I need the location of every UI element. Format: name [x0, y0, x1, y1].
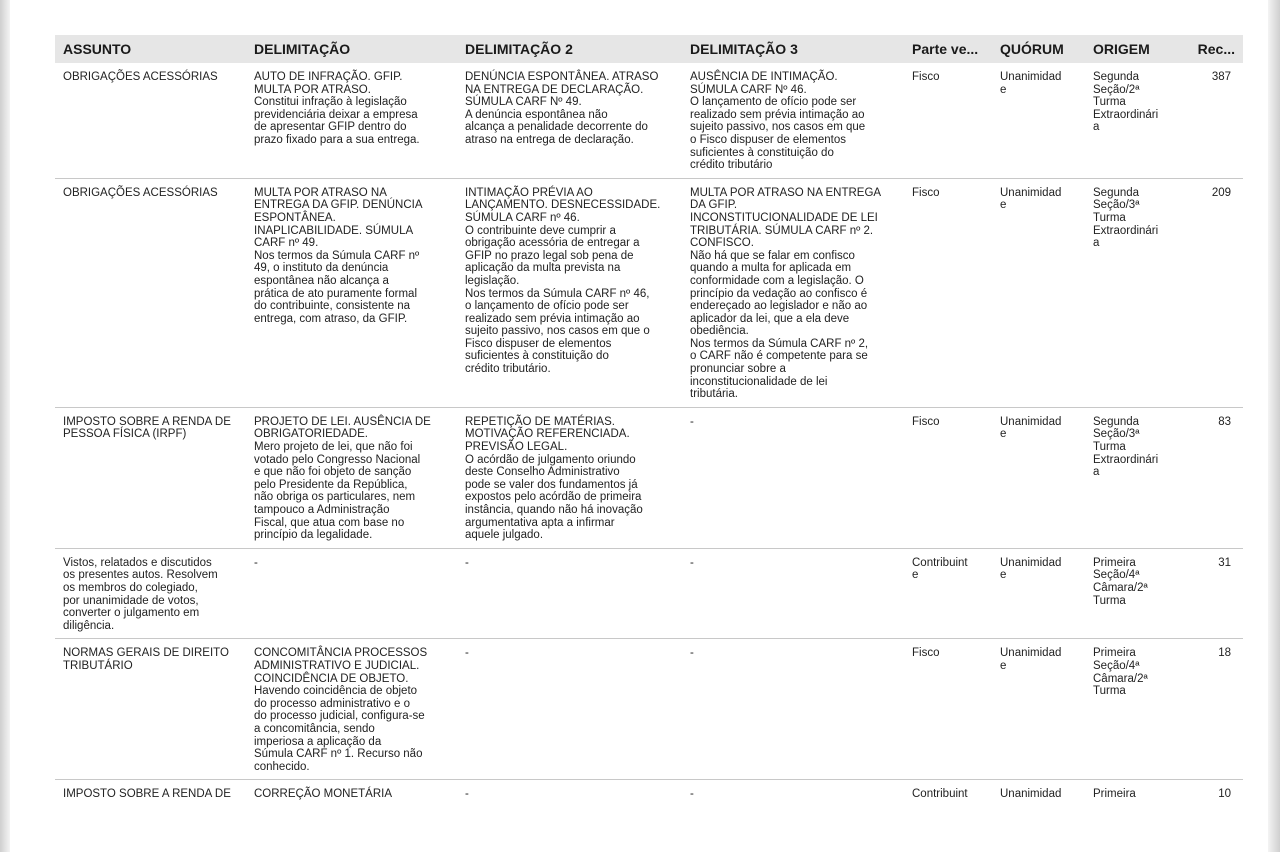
cell-origem: Segunda Seção/3ª Turma Extraordinári a [1085, 407, 1180, 548]
cell-delimitacao: MULTA POR ATRASO NA ENTREGA DA GFIP. DENÚNCIA ESPONTÂNEA. INAPLICABILIDADE. SÚMULA CARF nº 49. Nos termos da Súmula CARF nº 49, o instituto da denúncia espontânea não alcança a prática de ato puramente formal do contribuinte, consistente na entrega, com atraso, da GFIP. [246, 178, 457, 407]
table-row [55, 407, 1243, 548]
cell-delimitacao: CONCOMITÂNCIA PROCESSOS ADMINISTRATIVO E JUDICIAL. COINCIDÊNCIA DE OBJETO. Havendo coincidência de objeto do processo administrativo e o do processo judicial, configura-se a concomitância, sendo imperiosa a aplicação da Súmula CARF nº 1. Recurso não conhecido. [246, 639, 457, 780]
cell-delimitacao-3: - [690, 788, 694, 801]
cell-origem: Primeira Seção/4ª Câmara/2ª Turma [1085, 548, 1180, 639]
cell-recorrencia: 31 [1180, 548, 1243, 639]
table-row [55, 780, 1243, 807]
cell-assunto: IMPOSTO SOBRE A RENDA DE [63, 788, 231, 801]
table-row [55, 548, 1243, 639]
cell-delimitacao-3: - [682, 407, 904, 548]
table-header [55, 35, 1243, 63]
cell-recorrencia: 18 [1180, 639, 1243, 780]
header-recorrencia[interactable]: Rec... [1180, 35, 1243, 63]
cell-origem: Segunda Seção/3ª Turma Extraordinári a [1085, 178, 1180, 407]
cell-delimitacao-2: - [465, 788, 469, 801]
cell-parte: Contribuint [912, 788, 968, 801]
page-edge-right [1268, 0, 1280, 852]
cell-parte: Fisco [904, 639, 992, 780]
cell-delimitacao: PROJETO DE LEI. AUSÊNCIA DE OBRIGATORIEDADE. Mero projeto de lei, que não foi votado pelo Congresso Nacional e que não foi objeto de sanção pelo Presidente da República, não obriga os particulares, nem tampouco a Administração Fiscal, que atua com base no princípio da legalidade. [246, 407, 457, 548]
cell-quorum: Unanimidad e [992, 639, 1085, 780]
cell-delimitacao: AUTO DE INFRAÇÃO. GFIP. MULTA POR ATRASO. Constitui infração à legislação previdenciária deixar a empresa de apresentar GFIP dentro do prazo fixado para a sua entrega. [246, 63, 457, 178]
header-delimitacao[interactable]: DELIMITAÇÃO [246, 35, 457, 63]
page-edge-left [0, 0, 10, 852]
cell-quorum: Unanimidad e [992, 178, 1085, 407]
header-row [55, 35, 1243, 63]
decisions-table [55, 35, 1243, 807]
cell-origem: Segunda Seção/2ª Turma Extraordinári a [1085, 63, 1180, 178]
cell-delimitacao-2: - [457, 639, 682, 780]
cell-quorum: Unanimidad e [992, 407, 1085, 548]
table-row [55, 63, 1243, 178]
cell-delimitacao: CORREÇÃO MONETÁRIA [254, 788, 393, 801]
cell-parte: Fisco [904, 178, 992, 407]
cell-delimitacao-2: REPETIÇÃO DE MATÉRIAS. MOTIVAÇÃO REFERENCIADA. PREVISÃO LEGAL. O acórdão de julgamento oriundo deste Conselho Administrativo pode se valer dos fundamentos já expostos pelo acórdão de primeira instância, quando não há inovação argumentativa apta a infirmar aquele julgado. [457, 407, 682, 548]
cell-quorum: Unanimidad [1000, 788, 1062, 801]
table-row [55, 639, 1243, 780]
cell-recorrencia: 387 [1180, 63, 1243, 178]
header-delimitacao-2[interactable]: DELIMITAÇÃO 2 [457, 35, 682, 63]
header-delimitacao-3[interactable]: DELIMITAÇÃO 3 [682, 35, 904, 63]
cell-assunto: OBRIGAÇÕES ACESSÓRIAS [55, 178, 246, 407]
cell-quorum: Unanimidad e [992, 63, 1085, 178]
cell-delimitacao-2: INTIMAÇÃO PRÉVIA AO LANÇAMENTO. DESNECESSIDADE. SÚMULA CARF nº 46. O contribuinte deve cumprir a obrigação acessória de entregar a GFIP no prazo legal sob pena de aplicação da multa prevista na legislação. Nos termos da Súmula CARF nº 46, o lançamento de ofício pode ser realizado sem prévia intimação ao sujeito passivo, nos casos em que o Fisco dispuser de elementos suficientes à constituição do crédito tributário. [457, 178, 682, 407]
table-body [55, 63, 1243, 807]
cell-origem: Primeira [1093, 788, 1136, 801]
header-quorum[interactable]: QUÓRUM [992, 35, 1085, 63]
table-row [55, 178, 1243, 407]
cell-assunto: NORMAS GERAIS DE DIREITO TRIBUTÁRIO [55, 639, 246, 780]
cell-delimitacao-3: - [682, 548, 904, 639]
cell-parte: Fisco [904, 63, 992, 178]
cell-recorrencia: 83 [1180, 407, 1243, 548]
cell-delimitacao-2: - [457, 548, 682, 639]
cell-recorrencia: 10 [1218, 788, 1231, 801]
decisions-table-container [55, 35, 1243, 807]
header-parte-vencida[interactable]: Parte ve... [904, 35, 992, 63]
header-assunto[interactable]: ASSUNTO [55, 35, 246, 63]
cell-assunto: OBRIGAÇÕES ACESSÓRIAS [55, 63, 246, 178]
cell-delimitacao-3: MULTA POR ATRASO NA ENTREGA DA GFIP. INCONSTITUCIONALIDADE DE LEI TRIBUTÁRIA. SÚMULA CARF nº 2. CONFISCO. Não há que se falar em confisco quando a multa for aplicada em conformidade com a legislação. O princípio da vedação ao confisco é endereçado ao legislador e não ao aplicador da lei, que a ela deve obediência. Nos termos da Súmula CARF nº 2, o CARF não é competente para se pronunciar sobre a inconstitucionalidade de lei tributária. [682, 178, 904, 407]
cell-delimitacao-2: DENÚNCIA ESPONTÂNEA. ATRASO NA ENTREGA DE DECLARAÇÃO. SÚMULA CARF Nº 49. A denúncia espontânea não alcança a penalidade decorrente do atraso na entrega de declaração. [457, 63, 682, 178]
cell-delimitacao: - [246, 548, 457, 639]
cell-delimitacao-3: AUSÊNCIA DE INTIMAÇÃO. SÚMULA CARF Nº 46. O lançamento de ofício pode ser realizado sem prévia intimação ao sujeito passivo, nos casos em que o Fisco dispuser de elementos suficientes à constituição do crédito tributário [682, 63, 904, 178]
cell-origem: Primeira Seção/4ª Câmara/2ª Turma [1085, 639, 1180, 780]
cell-parte: Fisco [904, 407, 992, 548]
cell-assunto: IMPOSTO SOBRE A RENDA DE PESSOA FÍSICA (IRPF) [55, 407, 246, 548]
header-origem[interactable]: ORIGEM [1085, 35, 1180, 63]
cell-recorrencia: 209 [1180, 178, 1243, 407]
cell-parte: Contribuint e [904, 548, 992, 639]
cell-quorum: Unanimidad e [992, 548, 1085, 639]
cell-assunto: Vistos, relatados e discutidos os presentes autos. Resolvem os membros do colegiado, por unanimidade de votos, converter o julgamento em diligência. [55, 548, 246, 639]
cell-delimitacao-3: - [682, 639, 904, 780]
